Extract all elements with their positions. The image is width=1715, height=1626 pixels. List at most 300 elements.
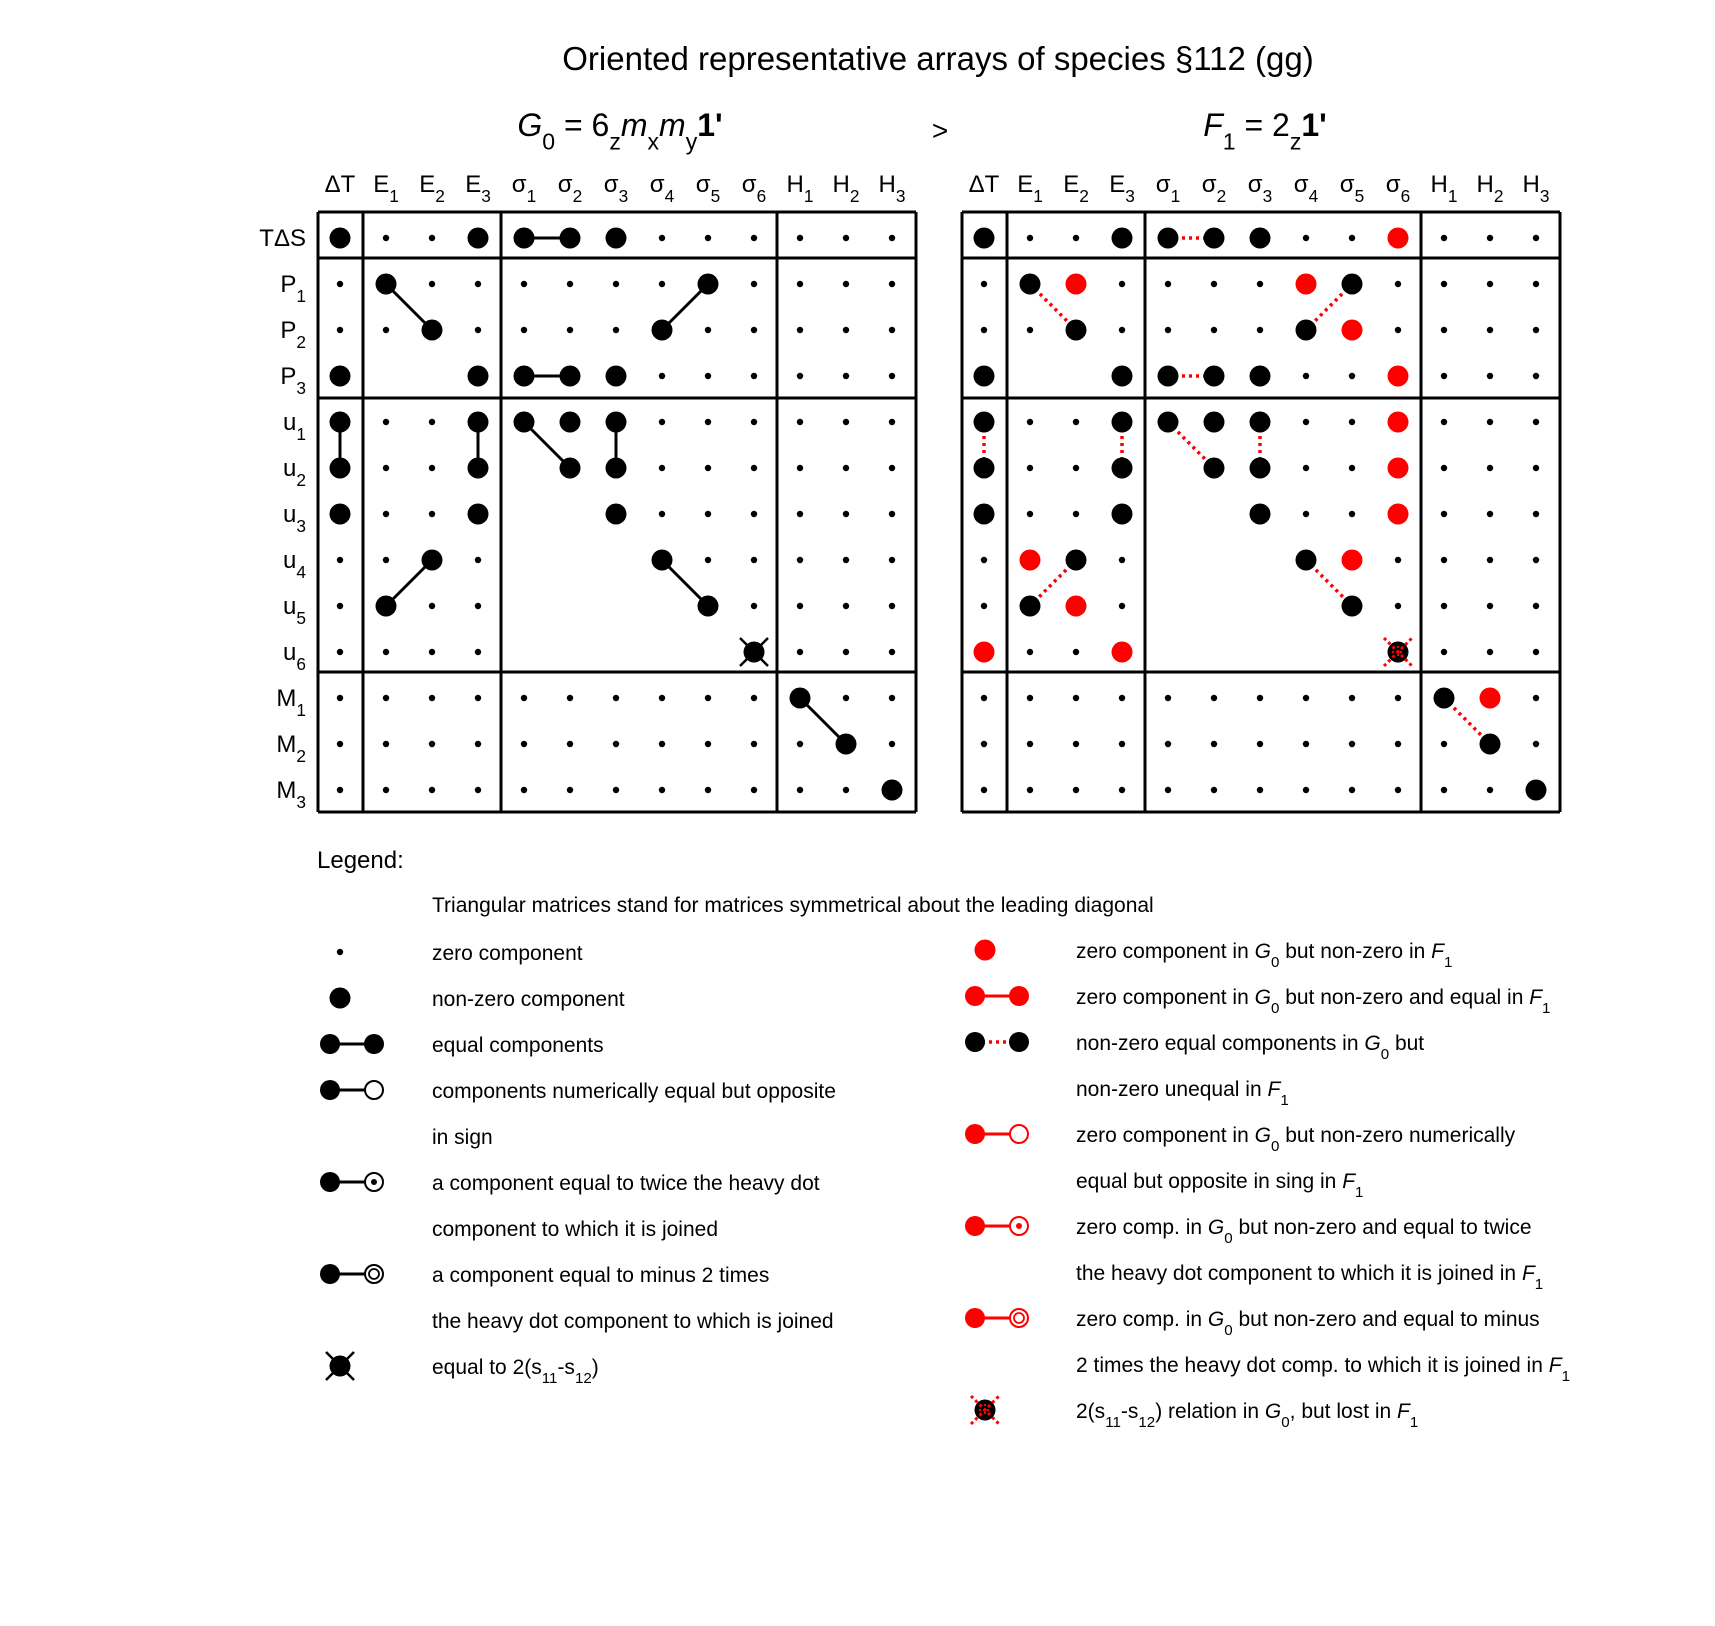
zero-component-dot bbox=[659, 787, 665, 793]
legend-text-twice-pair: component to which it is joined bbox=[432, 1218, 718, 1241]
column-header-h1: $H_1$ bbox=[1430, 171, 1458, 207]
zero-component-dot bbox=[383, 465, 389, 471]
lost-relation-cross-dot bbox=[971, 1396, 999, 1424]
new-nonzero-component-dot bbox=[1296, 274, 1317, 295]
zero-component-dot bbox=[751, 465, 757, 471]
legend-text-twice-pair: a component equal to twice the heavy dot bbox=[432, 1172, 820, 1195]
nonzero-component-dot bbox=[1296, 320, 1317, 341]
new-nonzero-component-dot bbox=[975, 940, 996, 961]
legend-symbol-small-dot bbox=[337, 949, 343, 955]
new-nonzero-component-dot bbox=[974, 642, 995, 663]
nonzero-component-dot bbox=[1158, 228, 1179, 249]
zero-component-dot bbox=[567, 695, 573, 701]
zero-component-dot bbox=[1165, 695, 1171, 701]
zero-component-dot bbox=[797, 465, 803, 471]
zero-component-dot bbox=[1165, 281, 1171, 287]
zero-component-dot bbox=[1487, 557, 1493, 563]
nonzero-component-dot bbox=[1112, 412, 1133, 433]
nonzero-component-dot bbox=[330, 412, 351, 433]
nonzero-component-dot bbox=[1250, 366, 1271, 387]
nonzero-component-dot bbox=[330, 228, 351, 249]
column-header-sigma6: $\sigma_6$ bbox=[741, 171, 767, 207]
zero-component-dot bbox=[567, 741, 573, 747]
zero-component-dot bbox=[1027, 741, 1033, 747]
zero-component-dot bbox=[705, 235, 711, 241]
zero-component-dot bbox=[751, 235, 757, 241]
nonzero-component-dot bbox=[468, 366, 489, 387]
nonzero-component-dot bbox=[974, 458, 995, 479]
zero-component-dot bbox=[981, 603, 987, 609]
zero-component-dot bbox=[337, 949, 343, 955]
legend-symbol-red-minus-two-pair bbox=[965, 1308, 1028, 1328]
zero-component-dot bbox=[383, 327, 389, 333]
legend-text-dotted-pair: non-zero equal components in $G_0$ but bbox=[1076, 1032, 1425, 1063]
new-nonzero-component-dot bbox=[1388, 228, 1409, 249]
zero-component-dot bbox=[475, 603, 481, 609]
legend-text-red-twice-pair: zero comp. in $G_0$ but non-zero and equal to twice bbox=[1076, 1216, 1532, 1247]
zero-component-dot bbox=[383, 695, 389, 701]
zero-component-dot bbox=[429, 603, 435, 609]
zero-component-dot bbox=[889, 741, 895, 747]
zero-component-dot bbox=[659, 465, 665, 471]
zero-component-dot bbox=[843, 557, 849, 563]
zero-component-dot bbox=[1487, 281, 1493, 287]
row-header-u4: $u_4$ bbox=[283, 547, 306, 583]
zero-component-dot bbox=[475, 649, 481, 655]
zero-component-dot bbox=[1533, 281, 1539, 287]
legend-symbol-red-equal-pair bbox=[965, 986, 1029, 1006]
nonzero-component-dot bbox=[606, 412, 627, 433]
zero-component-dot bbox=[1533, 649, 1539, 655]
nonzero-component-dot bbox=[514, 228, 535, 249]
zero-component-dot bbox=[1441, 419, 1447, 425]
nonzero-component-dot bbox=[1250, 458, 1271, 479]
zero-component-dot bbox=[1165, 327, 1171, 333]
column-header-sigma2: $\sigma_2$ bbox=[557, 171, 583, 207]
zero-component-dot bbox=[429, 465, 435, 471]
zero-component-dot bbox=[843, 281, 849, 287]
zero-component-dot bbox=[1257, 787, 1263, 793]
column-header-sigma6: $\sigma_6$ bbox=[1385, 171, 1411, 207]
zero-component-dot bbox=[429, 695, 435, 701]
zero-component-dot bbox=[797, 281, 803, 287]
zero-component-dot bbox=[1487, 787, 1493, 793]
nonzero-component-dot bbox=[330, 988, 351, 1009]
legend-text-minus-two-pair: the heavy dot component to which is joined bbox=[432, 1310, 834, 1333]
zero-component-dot bbox=[1073, 741, 1079, 747]
zero-component-dot bbox=[521, 741, 527, 747]
zero-component-dot bbox=[889, 373, 895, 379]
zero-component-dot bbox=[1165, 787, 1171, 793]
new-nonzero-component-dot bbox=[1388, 412, 1409, 433]
nonzero-component-dot bbox=[1112, 458, 1133, 479]
column-header-sigma1: $\sigma_1$ bbox=[1155, 171, 1181, 207]
row-header-u2: $u_2$ bbox=[283, 455, 306, 491]
nonzero-component-dot bbox=[468, 228, 489, 249]
row-header-u6: $u_6$ bbox=[283, 639, 306, 675]
column-header-e1: $E_1$ bbox=[373, 171, 399, 207]
nonzero-component-dot bbox=[560, 228, 581, 249]
zero-component-dot bbox=[1533, 557, 1539, 563]
zero-component-dot bbox=[843, 419, 849, 425]
zero-component-dot bbox=[1533, 603, 1539, 609]
nonzero-component-dot bbox=[1296, 550, 1317, 571]
nonzero-component-dot bbox=[1066, 550, 1087, 571]
zero-component-dot bbox=[751, 511, 757, 517]
zero-component-dot bbox=[1027, 649, 1033, 655]
zero-component-dot bbox=[1027, 327, 1033, 333]
zero-component-dot bbox=[1533, 419, 1539, 425]
zero-component-dot bbox=[521, 787, 527, 793]
zero-component-dot bbox=[429, 419, 435, 425]
group-symbol: $G_0 = 6_zm_xm_y1'$ bbox=[517, 107, 723, 155]
zero-component-dot bbox=[1349, 741, 1355, 747]
zero-component-dot bbox=[383, 419, 389, 425]
zero-component-dot bbox=[889, 327, 895, 333]
zero-component-dot bbox=[1441, 511, 1447, 517]
zero-component-dot bbox=[1027, 465, 1033, 471]
nonzero-component-dot bbox=[606, 458, 627, 479]
zero-component-dot bbox=[889, 511, 895, 517]
nonzero-component-dot bbox=[1204, 228, 1225, 249]
legend-symbol-twice-pair bbox=[320, 1172, 383, 1192]
zero-component-dot bbox=[337, 557, 343, 563]
zero-component-dot bbox=[475, 327, 481, 333]
nonzero-component-dot bbox=[790, 688, 811, 709]
zero-component-dot bbox=[1349, 511, 1355, 517]
nonzero-component-dot bbox=[468, 458, 489, 479]
legend-text-cross-lost: $2(s_{11}-s_{12})$ relation in $G_0$, but lost in $F_1$ bbox=[1076, 1400, 1419, 1431]
zero-component-dot bbox=[843, 649, 849, 655]
zero-component-dot bbox=[705, 557, 711, 563]
nonzero-component-dot bbox=[1342, 596, 1363, 617]
row-header-p3: $P_3$ bbox=[280, 363, 306, 399]
new-nonzero-component-dot bbox=[1388, 504, 1409, 525]
zero-component-dot bbox=[1533, 695, 1539, 701]
row-header-m2: $M_2$ bbox=[276, 731, 306, 767]
legend-text-red-twice-pair: the heavy dot component to which it is joined in $F_1$ bbox=[1076, 1262, 1544, 1293]
zero-component-dot bbox=[843, 787, 849, 793]
column-header-sigma2: $\sigma_2$ bbox=[1201, 171, 1227, 207]
zero-component-dot bbox=[889, 465, 895, 471]
row-header-tdelta-s: TΔS bbox=[259, 225, 306, 252]
zero-component-dot bbox=[521, 695, 527, 701]
zero-component-dot bbox=[1395, 281, 1401, 287]
nonzero-component-dot bbox=[422, 320, 443, 341]
nonzero-component-dot bbox=[422, 550, 443, 571]
zero-component-dot bbox=[1533, 373, 1539, 379]
nonzero-component-dot bbox=[468, 504, 489, 525]
nonzero-component-dot bbox=[560, 458, 581, 479]
zero-component-dot bbox=[1441, 557, 1447, 563]
zero-component-dot bbox=[1211, 741, 1217, 747]
zero-component-dot bbox=[337, 327, 343, 333]
zero-component-dot bbox=[705, 695, 711, 701]
zero-component-dot bbox=[1303, 235, 1309, 241]
nonzero-component-dot bbox=[1250, 504, 1271, 525]
zero-component-dot bbox=[1533, 741, 1539, 747]
nonzero-component-dot bbox=[330, 504, 351, 525]
zero-component-dot bbox=[1395, 603, 1401, 609]
zero-component-dot bbox=[705, 511, 711, 517]
legend-text-equal-pair: equal components bbox=[432, 1034, 604, 1057]
zero-component-dot bbox=[705, 327, 711, 333]
nonzero-component-dot bbox=[882, 780, 903, 801]
zero-component-dot bbox=[751, 787, 757, 793]
legend-text-opposite-pair: in sign bbox=[432, 1126, 493, 1149]
zero-component-dot bbox=[1395, 787, 1401, 793]
zero-component-dot bbox=[843, 465, 849, 471]
new-nonzero-component-dot bbox=[1020, 550, 1041, 571]
zero-component-dot bbox=[751, 603, 757, 609]
zero-component-dot bbox=[1487, 235, 1493, 241]
legend-text-cross-dot: equal to $2(s_{11}-s_{12})$ bbox=[432, 1356, 599, 1387]
zero-component-dot bbox=[521, 327, 527, 333]
nonzero-component-dot bbox=[1112, 228, 1133, 249]
legend-symbol-big-dot bbox=[330, 988, 351, 1009]
legend-text-red-minus-two-pair: 2 times the heavy dot comp. to which it is joined in $F_1$ bbox=[1076, 1354, 1570, 1385]
zero-component-dot bbox=[659, 419, 665, 425]
zero-component-dot bbox=[797, 787, 803, 793]
zero-component-dot bbox=[797, 235, 803, 241]
row-header-m3: $M_3$ bbox=[276, 777, 306, 813]
zero-component-dot bbox=[751, 741, 757, 747]
legend-symbol-dotted-pair bbox=[965, 1032, 1029, 1052]
zero-component-dot bbox=[751, 419, 757, 425]
nonzero-component-dot bbox=[1342, 274, 1363, 295]
zero-component-dot bbox=[475, 787, 481, 793]
zero-component-dot bbox=[1211, 281, 1217, 287]
zero-component-dot bbox=[475, 741, 481, 747]
zero-component-dot bbox=[659, 695, 665, 701]
zero-component-dot bbox=[1487, 373, 1493, 379]
zero-component-dot bbox=[1027, 235, 1033, 241]
zero-component-dot bbox=[705, 741, 711, 747]
zero-component-dot bbox=[751, 327, 757, 333]
zero-component-dot bbox=[1487, 649, 1493, 655]
zero-component-dot bbox=[1257, 327, 1263, 333]
zero-component-dot bbox=[1119, 281, 1125, 287]
legend-text-red-dot: zero component in $G_0$ but non-zero in $F_1$ bbox=[1076, 940, 1453, 971]
figure-title: Oriented representative arrays of species §112 (gg) bbox=[562, 40, 1314, 77]
legend-text-red-minus-two-pair: zero comp. in $G_0$ but non-zero and equal to minus bbox=[1076, 1308, 1540, 1339]
nonzero-component-dot bbox=[1434, 688, 1455, 709]
zero-component-dot bbox=[1027, 511, 1033, 517]
zero-component-dot bbox=[981, 281, 987, 287]
new-nonzero-component-dot bbox=[1342, 550, 1363, 571]
legend-text-big-dot: non-zero component bbox=[432, 988, 625, 1011]
zero-component-dot bbox=[659, 281, 665, 287]
zero-component-dot bbox=[889, 281, 895, 287]
nonzero-component-dot bbox=[1204, 458, 1225, 479]
nonzero-component-dot bbox=[1020, 274, 1041, 295]
column-header-sigma4: $\sigma_4$ bbox=[1293, 171, 1319, 207]
zero-component-dot bbox=[1303, 465, 1309, 471]
zero-component-dot bbox=[797, 741, 803, 747]
zero-component-dot bbox=[889, 649, 895, 655]
zero-component-dot bbox=[429, 741, 435, 747]
row-header-u1: $u_1$ bbox=[283, 409, 306, 445]
zero-component-dot bbox=[1441, 373, 1447, 379]
column-header-h3: $H_3$ bbox=[878, 171, 906, 207]
nonzero-component-dot bbox=[1158, 412, 1179, 433]
zero-component-dot bbox=[383, 741, 389, 747]
legend-text-red-opposite-pair: zero component in $G_0$ but non-zero numerically bbox=[1076, 1124, 1516, 1155]
zero-component-dot bbox=[337, 281, 343, 287]
zero-component-dot bbox=[659, 235, 665, 241]
zero-component-dot bbox=[981, 557, 987, 563]
nonzero-component-dot bbox=[330, 458, 351, 479]
zero-component-dot bbox=[1533, 511, 1539, 517]
zero-component-dot bbox=[475, 281, 481, 287]
zero-component-dot bbox=[429, 649, 435, 655]
zero-component-dot bbox=[889, 603, 895, 609]
column-header-sigma1: $\sigma_1$ bbox=[511, 171, 537, 207]
zero-component-dot bbox=[705, 373, 711, 379]
zero-component-dot bbox=[843, 373, 849, 379]
zero-component-dot bbox=[1073, 787, 1079, 793]
new-nonzero-component-dot bbox=[1480, 688, 1501, 709]
new-nonzero-component-dot bbox=[1388, 458, 1409, 479]
nonzero-component-dot bbox=[652, 320, 673, 341]
new-nonzero-component-dot bbox=[1388, 366, 1409, 387]
zero-component-dot bbox=[705, 787, 711, 793]
zero-component-dot bbox=[1441, 603, 1447, 609]
zero-component-dot bbox=[1303, 419, 1309, 425]
zero-component-dot bbox=[475, 557, 481, 563]
column-header-h2: $H_2$ bbox=[832, 171, 860, 207]
zero-component-dot bbox=[751, 695, 757, 701]
zero-component-dot bbox=[613, 327, 619, 333]
column-header-h1: $H_1$ bbox=[786, 171, 814, 207]
nonzero-component-dot bbox=[1250, 412, 1271, 433]
zero-component-dot bbox=[1487, 419, 1493, 425]
nonzero-component-dot bbox=[1020, 596, 1041, 617]
legend-note: Triangular matrices stand for matrices symmetrical about the leading diagonal bbox=[432, 894, 1154, 917]
zero-component-dot bbox=[1211, 787, 1217, 793]
zero-component-dot bbox=[1073, 695, 1079, 701]
zero-component-dot bbox=[1119, 603, 1125, 609]
zero-component-dot bbox=[981, 695, 987, 701]
column-header-e1: $E_1$ bbox=[1017, 171, 1043, 207]
column-header-sigma3: $\sigma_3$ bbox=[1247, 171, 1273, 207]
zero-component-dot bbox=[705, 419, 711, 425]
nonzero-component-dot bbox=[1204, 412, 1225, 433]
zero-component-dot bbox=[1349, 373, 1355, 379]
zero-component-dot bbox=[1441, 235, 1447, 241]
zero-component-dot bbox=[1027, 787, 1033, 793]
zero-component-dot bbox=[1395, 741, 1401, 747]
column-header-e2: $E_2$ bbox=[1063, 171, 1089, 207]
zero-component-dot bbox=[889, 557, 895, 563]
zero-component-dot bbox=[1487, 465, 1493, 471]
zero-component-dot bbox=[1211, 327, 1217, 333]
zero-component-dot bbox=[797, 511, 803, 517]
column-header-sigma5: $\sigma_5$ bbox=[1339, 171, 1365, 207]
zero-component-dot bbox=[843, 603, 849, 609]
zero-component-dot bbox=[751, 281, 757, 287]
nonzero-component-dot bbox=[468, 412, 489, 433]
column-header-h3: $H_3$ bbox=[1522, 171, 1550, 207]
zero-component-dot bbox=[1487, 603, 1493, 609]
zero-component-dot bbox=[1073, 465, 1079, 471]
nonzero-component-dot bbox=[974, 228, 995, 249]
zero-component-dot bbox=[1257, 695, 1263, 701]
zero-component-dot bbox=[1257, 281, 1263, 287]
row-header-p1: $P_1$ bbox=[280, 271, 306, 307]
nonzero-component-dot bbox=[514, 366, 535, 387]
zero-component-dot bbox=[797, 603, 803, 609]
zero-component-dot bbox=[889, 419, 895, 425]
zero-component-dot bbox=[1027, 695, 1033, 701]
nonzero-component-dot bbox=[606, 504, 627, 525]
zero-component-dot bbox=[981, 787, 987, 793]
zero-component-dot bbox=[1349, 695, 1355, 701]
zero-component-dot bbox=[659, 741, 665, 747]
nonzero-component-dot bbox=[652, 550, 673, 571]
zero-component-dot bbox=[1441, 787, 1447, 793]
zero-component-dot bbox=[337, 603, 343, 609]
new-nonzero-component-dot bbox=[1112, 642, 1133, 663]
column-header-sigma5: $\sigma_5$ bbox=[695, 171, 721, 207]
zero-component-dot bbox=[1119, 695, 1125, 701]
nonzero-component-dot bbox=[1112, 366, 1133, 387]
zero-component-dot bbox=[613, 695, 619, 701]
zero-component-dot bbox=[613, 741, 619, 747]
nonzero-component-dot bbox=[1204, 366, 1225, 387]
column-header-h2: $H_2$ bbox=[1476, 171, 1504, 207]
zero-component-dot bbox=[1257, 741, 1263, 747]
zero-component-dot bbox=[843, 511, 849, 517]
zero-component-dot bbox=[705, 465, 711, 471]
zero-component-dot bbox=[429, 235, 435, 241]
zero-component-dot bbox=[567, 787, 573, 793]
row-header-u3: $u_3$ bbox=[283, 501, 306, 537]
nonzero-component-dot bbox=[698, 596, 719, 617]
zero-component-dot bbox=[889, 695, 895, 701]
zero-component-dot bbox=[1119, 557, 1125, 563]
legend-text-minus-two-pair: a component equal to minus 2 times bbox=[432, 1264, 770, 1287]
right-array-f1 bbox=[962, 107, 1560, 812]
zero-component-dot bbox=[1119, 327, 1125, 333]
zero-component-dot bbox=[1533, 327, 1539, 333]
zero-component-dot bbox=[1441, 465, 1447, 471]
zero-component-dot bbox=[797, 419, 803, 425]
nonzero-component-dot bbox=[1250, 228, 1271, 249]
zero-component-dot bbox=[567, 281, 573, 287]
zero-component-dot bbox=[1487, 327, 1493, 333]
zero-component-dot bbox=[1211, 695, 1217, 701]
nonzero-component-dot bbox=[698, 274, 719, 295]
new-nonzero-component-dot bbox=[1342, 320, 1363, 341]
zero-component-dot bbox=[1349, 465, 1355, 471]
zero-component-dot bbox=[337, 787, 343, 793]
zero-component-dot bbox=[1073, 649, 1079, 655]
zero-component-dot bbox=[797, 327, 803, 333]
zero-component-dot bbox=[1303, 511, 1309, 517]
legend-text-small-dot: zero component bbox=[432, 942, 583, 965]
row-header-u5: $u_5$ bbox=[283, 593, 306, 629]
nonzero-component-dot bbox=[560, 412, 581, 433]
zero-component-dot bbox=[1119, 741, 1125, 747]
zero-component-dot bbox=[337, 741, 343, 747]
nonzero-component-dot bbox=[836, 734, 857, 755]
nonzero-component-dot bbox=[974, 412, 995, 433]
nonzero-component-dot bbox=[1066, 320, 1087, 341]
zero-component-dot bbox=[797, 373, 803, 379]
zero-component-dot bbox=[1303, 695, 1309, 701]
zero-component-dot bbox=[429, 787, 435, 793]
